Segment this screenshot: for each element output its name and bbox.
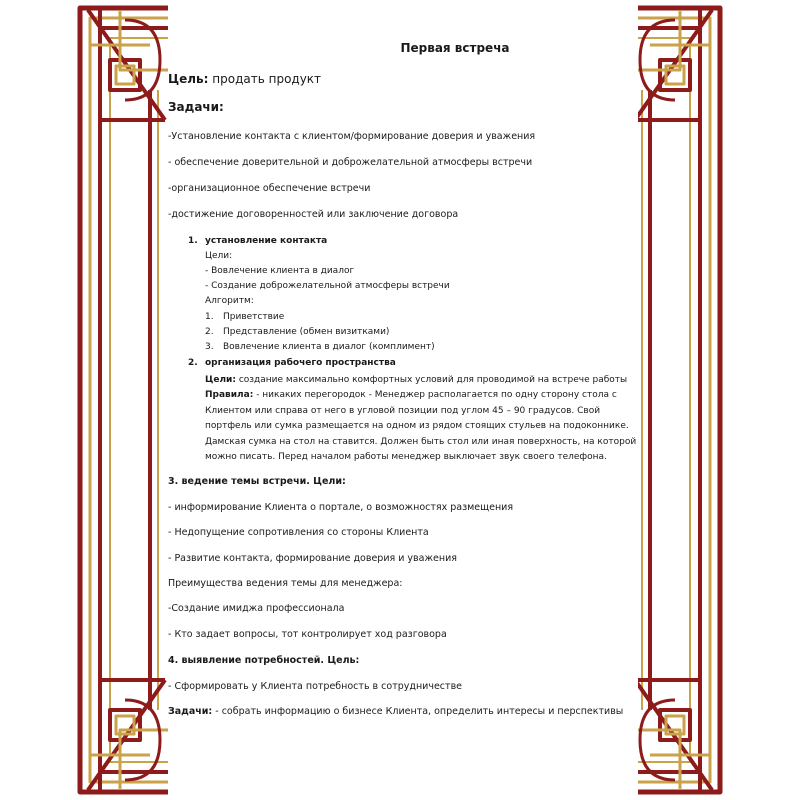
tasks-label: Задачи:	[168, 706, 213, 717]
section-heading-text: 3. ведение темы встречи. Цели:	[168, 476, 346, 487]
section-heading-text: 4. выявление потребностей. Цель:	[168, 655, 360, 666]
document-page	[168, 0, 638, 800]
section-title: установление контакта	[205, 236, 328, 246]
advantages-heading: Преимущества ведения темы для менеджера:	[168, 578, 403, 589]
section-number: 1.	[188, 236, 198, 246]
section-line: Цели:	[205, 251, 233, 261]
list-item: - Развитие контакта, формирование доверия и уважения	[168, 553, 457, 564]
section-line: Алгоритм:	[205, 296, 254, 306]
list-item: - Кто задает вопросы, тот контролирует ход разговора	[168, 629, 447, 640]
goal-label: Цель:	[168, 72, 209, 86]
algorithm-number: 1.	[205, 312, 214, 322]
tasks-text: - собрать информацию о бизнесе Клиента, определить интересы и перспективы	[212, 706, 624, 717]
task-item: - обеспечение доверительной и доброжелательной атмосферы встречи	[168, 157, 533, 168]
goal-line	[168, 72, 321, 86]
section-body	[205, 373, 638, 465]
section-line: - Создание доброжелательной атмосферы встречи	[205, 281, 450, 291]
list-item: -Создание имиджа профессионала	[168, 603, 345, 614]
rules-text: - никаких перегородок - Менеджер располагается по одну сторону стола с Клиентом или справа от него в угловой позиции под углом 45 – 90 градусов. Свой портфель или сумка размещается на одном из рядом стоящих стульев на подоконнике. Дамская сумка на стол на ставится. Должен быть стол или иная поверхность, на которой можно писать. Перед началом работы менеджер выключает звук своего телефона.	[205, 390, 637, 463]
goal-label: Цели:	[205, 375, 236, 385]
task-item: -организационное обеспечение встречи	[168, 183, 371, 194]
algorithm-step: Приветствие	[223, 312, 285, 322]
list-item: - Недопущение сопротивления со стороны Клиента	[168, 527, 429, 538]
list-item: - информирование Клиента о портале, о возможностях размещения	[168, 502, 514, 513]
section-line: - Вовлечение клиента в диалог	[205, 266, 355, 276]
section-title: организация рабочего пространства	[205, 358, 396, 368]
tasks-line	[168, 706, 623, 717]
task-item: -Установление контакта с клиентом/формирование доверия и уважения	[168, 131, 536, 142]
algorithm-number: 2.	[205, 327, 214, 337]
section-number: 2.	[188, 358, 198, 368]
section-heading	[168, 476, 346, 487]
algorithm-step: Представление (обмен визитками)	[223, 327, 390, 337]
tasks-heading: Задачи:	[168, 100, 224, 114]
section-heading	[168, 655, 359, 666]
rules-label: Правила:	[205, 390, 254, 401]
algorithm-number: 3.	[205, 342, 214, 352]
goal-text: создание максимально комфортных условий для проводимой на встрече работы	[235, 375, 628, 385]
page-title: Первая встреча	[400, 41, 510, 55]
task-item: -достижение договоренностей или заключение договора	[168, 209, 459, 220]
goal-text: продать продукт	[208, 72, 322, 86]
algorithm-step: Вовлечение клиента в диалог (комплимент)	[223, 342, 435, 352]
list-item: - Сформировать у Клиента потребность в сотрудничестве	[168, 681, 463, 692]
